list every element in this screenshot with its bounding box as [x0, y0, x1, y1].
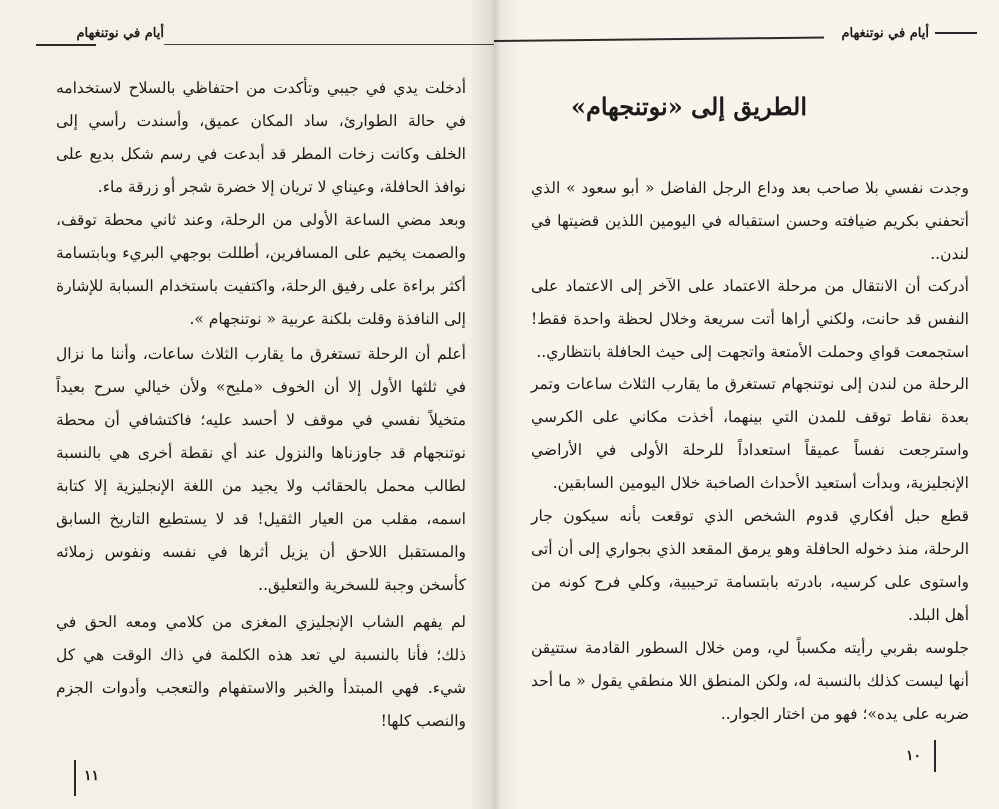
page-number-left: ١١ — [84, 768, 100, 784]
right-paragraph-4: قطع حبل أفكاري قدوم الشخص الذي توقعت بأنه سيكون جار الرحلة، منذ دخوله الحافلة وهو يرمق المقعد الذي بجواري إلى أن أتى واستوى على كرسيه، بادرته بابتسامة ترحيبية، وكلي فرح كونه من أهل البلد. — [531, 507, 969, 624]
right-page — [494, 0, 999, 809]
left-paragraph-3: أعلم أن الرحلة تستغرق ما يقارب الثلاث ساعات، وأننا ما نزال في ثلثها الأول إلا أن الخوف «مليح» ولأن خيالي سرح بعيداً متخيلاً نفسي في موقف لا أحسد عليه؛ فاكتشافي أن محطة نوتنجهام قد جاوزناها والنزول عند أي نقطة أخرى هي بالنسبة لطالب محمل بالحقائب ولا يجيد من اللغة الإنجليزية إلا كتابة اسمه، مقلب من العيار الثقيل! قد لا يستطيع التاريخ السابق والمستقبل اللاحق أن يزيل أثرها في نفسه ونفوس زملائه كأسخن وجبة للسخرية والتعليق.. — [56, 345, 466, 594]
right-paragraph-1: وجدت نفسي بلا صاحب بعد وداع الرجل الفاضل « أبو سعود » الذي أتحفني بكريم ضيافته وحسن استقباله في اليومين اللذين قضيتها في لندن.. — [531, 179, 969, 263]
header-rule-left-a — [164, 44, 494, 45]
header-rule-left-b — [36, 44, 96, 46]
folio-bar-left — [74, 760, 76, 796]
chapter-title: الطريق إلى «نوتنجهام» — [570, 92, 807, 121]
right-paragraph-5: جلوسه بقربي رأيته مكسباً لي، ومن خلال السطور القادمة ستتيقن أنها ليست كذلك بالنسبة له، ولكن المنطق اللا منطقي يقول « ما أحد ضربه على يده»؛ فهو من اختار الجوار.. — [531, 639, 969, 723]
right-paragraph-2: أدركت أن الانتقال من مرحلة الاعتماد على الآخر إلى الاعتماد على النفس قد حانت، ولكني أراها أتت سريعة وخلال لحظة واحدة فقط! استجمعت قواي وحملت الأمتعة واتجهت إلى حيث الحافلة بانتظاري.. — [531, 277, 969, 361]
header-rule-right-a — [935, 32, 977, 34]
book-gutter — [470, 0, 520, 809]
left-paragraph-2: وبعد مضي الساعة الأولى من الرحلة، وعند ثاني محطة توقف، والصمت يخيم على المسافرين، أطللت بوجهي البريء وبابتسامة أكثر براءة على رفيق الرحلة، واكتفيت باستخدام السبابة للإشارة إلى النافذة وقلت بلكنة عربية « نوتنجهام ». — [56, 211, 466, 328]
header-rule-right-b — [494, 37, 824, 42]
folio-bar-right — [934, 740, 936, 772]
left-paragraph-1: أدخلت يدي في جيبي وتأكدت من احتفاظي بالسلاح لاستخدامه في حالة الطوارئ، ساد المكان عميق، وأسندت رأسي إلى الخلف وكانت زخات المطر قد أبدعت في رسم شكل بديع على نوافذ الحافلة، وعيناي لا تريان إلا خضرة شجر أو زرقة ماء. — [56, 79, 466, 196]
right-paragraph-3: الرحلة من لندن إلى نوتنجهام تستغرق ما يقارب الثلاث ساعات وتمر بعدة نقاط توقف للمدن التي بينهما، أخذت مكاني على الكرسي واسترجعت نفساً عميقاً استعداداً للرحلة الأولى في الأراضي الإنجليزية، وبدأت أستعيد الأحداث الصاخبة خلال اليومين السابقين. — [531, 375, 969, 492]
running-head-right: أيام في نوتنغهام — [841, 26, 929, 41]
running-head-left: أيام في نوتنغهام — [76, 26, 164, 41]
left-paragraph-4: لم يفهم الشاب الإنجليزي المغزى من كلامي ومعه الحق في ذلك؛ فأنا بالنسبة لي تعد هذه الكلمة في ذاك الوقت هي كل شيء. فهي المبتدأ والخبر والاستفهام والتعجب وأدوات الجزم والنصب كلها! — [56, 613, 466, 730]
left-page — [0, 0, 494, 809]
page-number-right: ١٠ — [906, 748, 922, 764]
